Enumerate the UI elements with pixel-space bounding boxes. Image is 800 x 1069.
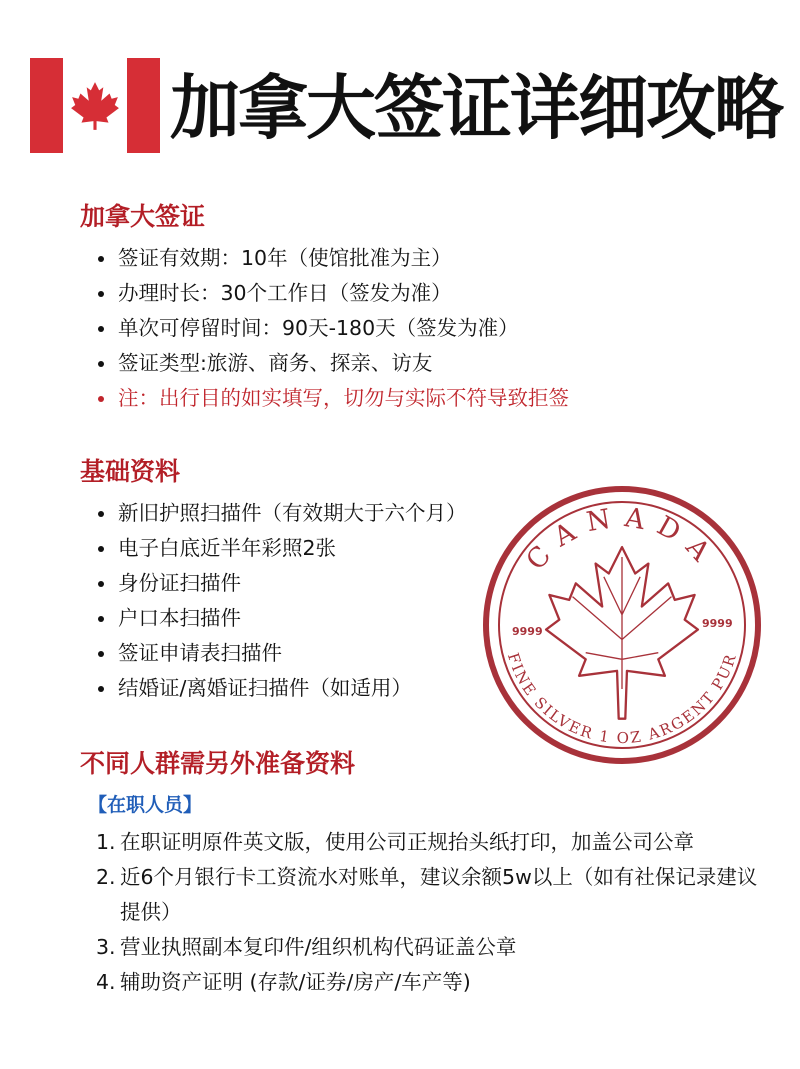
group-docs-section [80, 744, 760, 1000]
basic-docs-section [80, 452, 467, 706]
item-number: 4. [96, 970, 116, 994]
list-item: 单次可停留时间：90天-180天（签发为准） [80, 311, 569, 346]
coin-top-text: CANADA [520, 501, 724, 577]
list-item: 新旧护照扫描件（有效期大于六个月） [80, 496, 467, 531]
item-number: 1. [96, 830, 116, 854]
section-heading-visa: 加拿大签证 [80, 202, 206, 231]
list-item: 电子白底近半年彩照2张 [80, 531, 467, 566]
coin-purity-right: 9999 [702, 617, 733, 630]
item-text: 辅助资产证明 (存款/证券/房产/车产等) [120, 970, 471, 994]
list-item [80, 860, 760, 930]
section-heading-basic: 基础资料 [80, 457, 181, 486]
maple-leaf-coin-icon [482, 485, 762, 765]
basic-docs-list [80, 496, 467, 706]
list-item [80, 965, 760, 1000]
employed-docs-list [80, 825, 760, 1000]
visa-info-list [80, 241, 569, 416]
item-text: 近6个月银行卡工资流水对账单，建议余额5w以上（如有社保记录建议提供） [120, 865, 758, 924]
header [30, 58, 790, 158]
flag-red-bar-left [30, 58, 63, 153]
item-number: 3. [96, 935, 116, 959]
group-tag-employed: 【在职人员】 [88, 794, 203, 816]
list-item [80, 930, 760, 965]
item-text: 营业执照副本复印件/组织机构代码证盖公章 [120, 935, 517, 959]
list-item: 签证申请表扫描件 [80, 636, 467, 671]
list-item: 户口本扫描件 [80, 601, 467, 636]
list-item: 签证类型:旅游、商务、探亲、访友 [80, 346, 569, 381]
canada-flag-icon [30, 58, 160, 153]
visa-info-section [80, 197, 569, 416]
maple-leaf-icon [69, 80, 121, 132]
page-title: 加拿大签证详细攻略 [170, 67, 782, 149]
item-text: 在职证明原件英文版，使用公司正规抬头纸打印，加盖公司公章 [120, 830, 694, 854]
list-item: 签证有效期：10年（使馆批准为主） [80, 241, 569, 276]
list-item: 结婚证/离婚证扫描件（如适用） [80, 671, 467, 706]
list-item: 身份证扫描件 [80, 566, 467, 601]
list-item: 办理时长：30个工作日（签发为准） [80, 276, 569, 311]
coin-bottom-text: FINE SILVER 1 OZ ARGENT PUR [503, 650, 741, 748]
item-number: 2. [96, 865, 116, 889]
list-item [80, 825, 760, 860]
section-heading-groups: 不同人群需另外准备资料 [80, 749, 356, 778]
visa-note: 注：出行目的如实填写，切勿与实际不符导致拒签 [80, 381, 569, 416]
coin-purity-left: 9999 [512, 625, 543, 638]
flag-red-bar-right [127, 58, 160, 153]
